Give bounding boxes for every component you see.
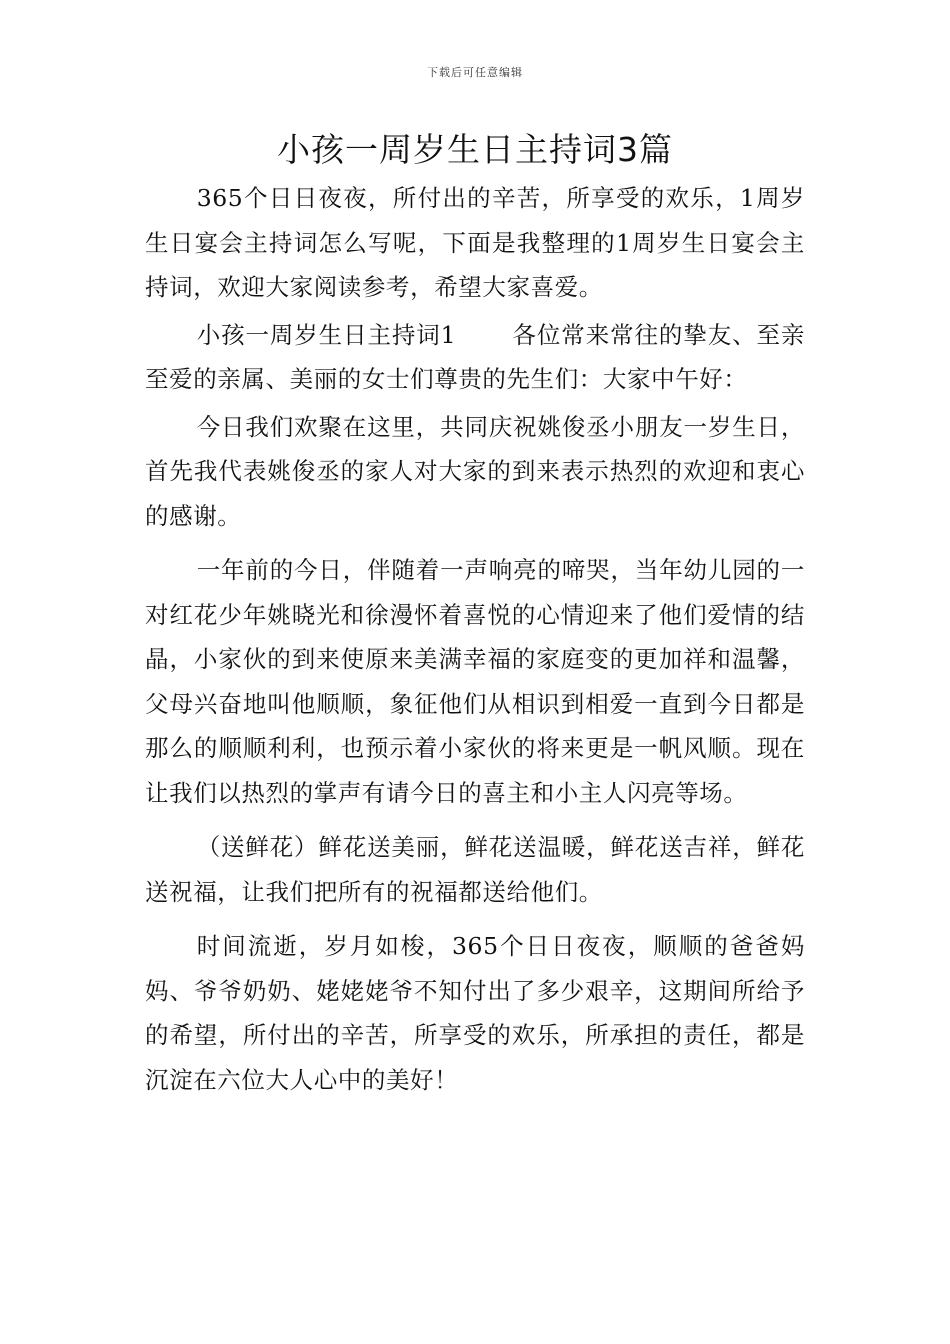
section-1-opening: 各位常来常往的挚友、至亲至爱的亲属、美丽的女士们尊贵的先生们：大家中午好： (145, 320, 805, 393)
document-title: 小孩一周岁生日主持词3篇 (277, 130, 673, 169)
body-paragraph-2: 一年前的今日，伴随着一声响亮的啼哭，当年幼儿园的一对红花少年姚晓光和徐漫怀着喜悦的心情迎来了他们爱情的结晶，小家伙的到来使原来美满幸福的家庭变的更加祥和温馨，父母兴奋地叫他顺顺，象征他们从相识到相爱一直到今日都是那么的顺顺利利，也预示着小家伙的将来更是一帆风顺。现在让我们以热烈的掌声有请今日的喜主和小主人闪亮等场。 (145, 556, 805, 807)
intro-paragraph: 365个日日夜夜，所付出的辛苦，所享受的欢乐，1周岁生日宴会主持词怎么写呢，下面是我整理的1周岁生日宴会主持词，欢迎大家阅读参考，希望大家喜爱。 (145, 184, 805, 301)
body-paragraph-4: 时间流逝，岁月如梭，365个日日夜夜，顺顺的爸爸妈妈、爷爷奶奶、姥姥姥爷不知付出了多少艰辛，这期间所给予的希望，所付出的辛苦，所享受的欢乐，所承担的责任，都是沉淀在六位大人心中的美好！ (145, 932, 805, 1094)
section-1-paragraph (145, 313, 805, 402)
document-body (145, 176, 805, 1105)
section-1-heading: 小孩一周岁生日主持词1 (196, 320, 457, 349)
header-note: 下载后可任意编辑 (427, 66, 523, 79)
body-paragraph-1: 今日我们欢聚在这里，共同庆祝姚俊丞小朋友一岁生日，首先我代表姚俊丞的家人对大家的到来表示热烈的欢迎和衷心的感谢。 (145, 412, 805, 530)
body-paragraph-3: （送鲜花）鲜花送美丽，鲜花送温暖，鲜花送吉祥，鲜花送祝福，让我们把所有的祝福都送给他们。 (145, 833, 805, 906)
